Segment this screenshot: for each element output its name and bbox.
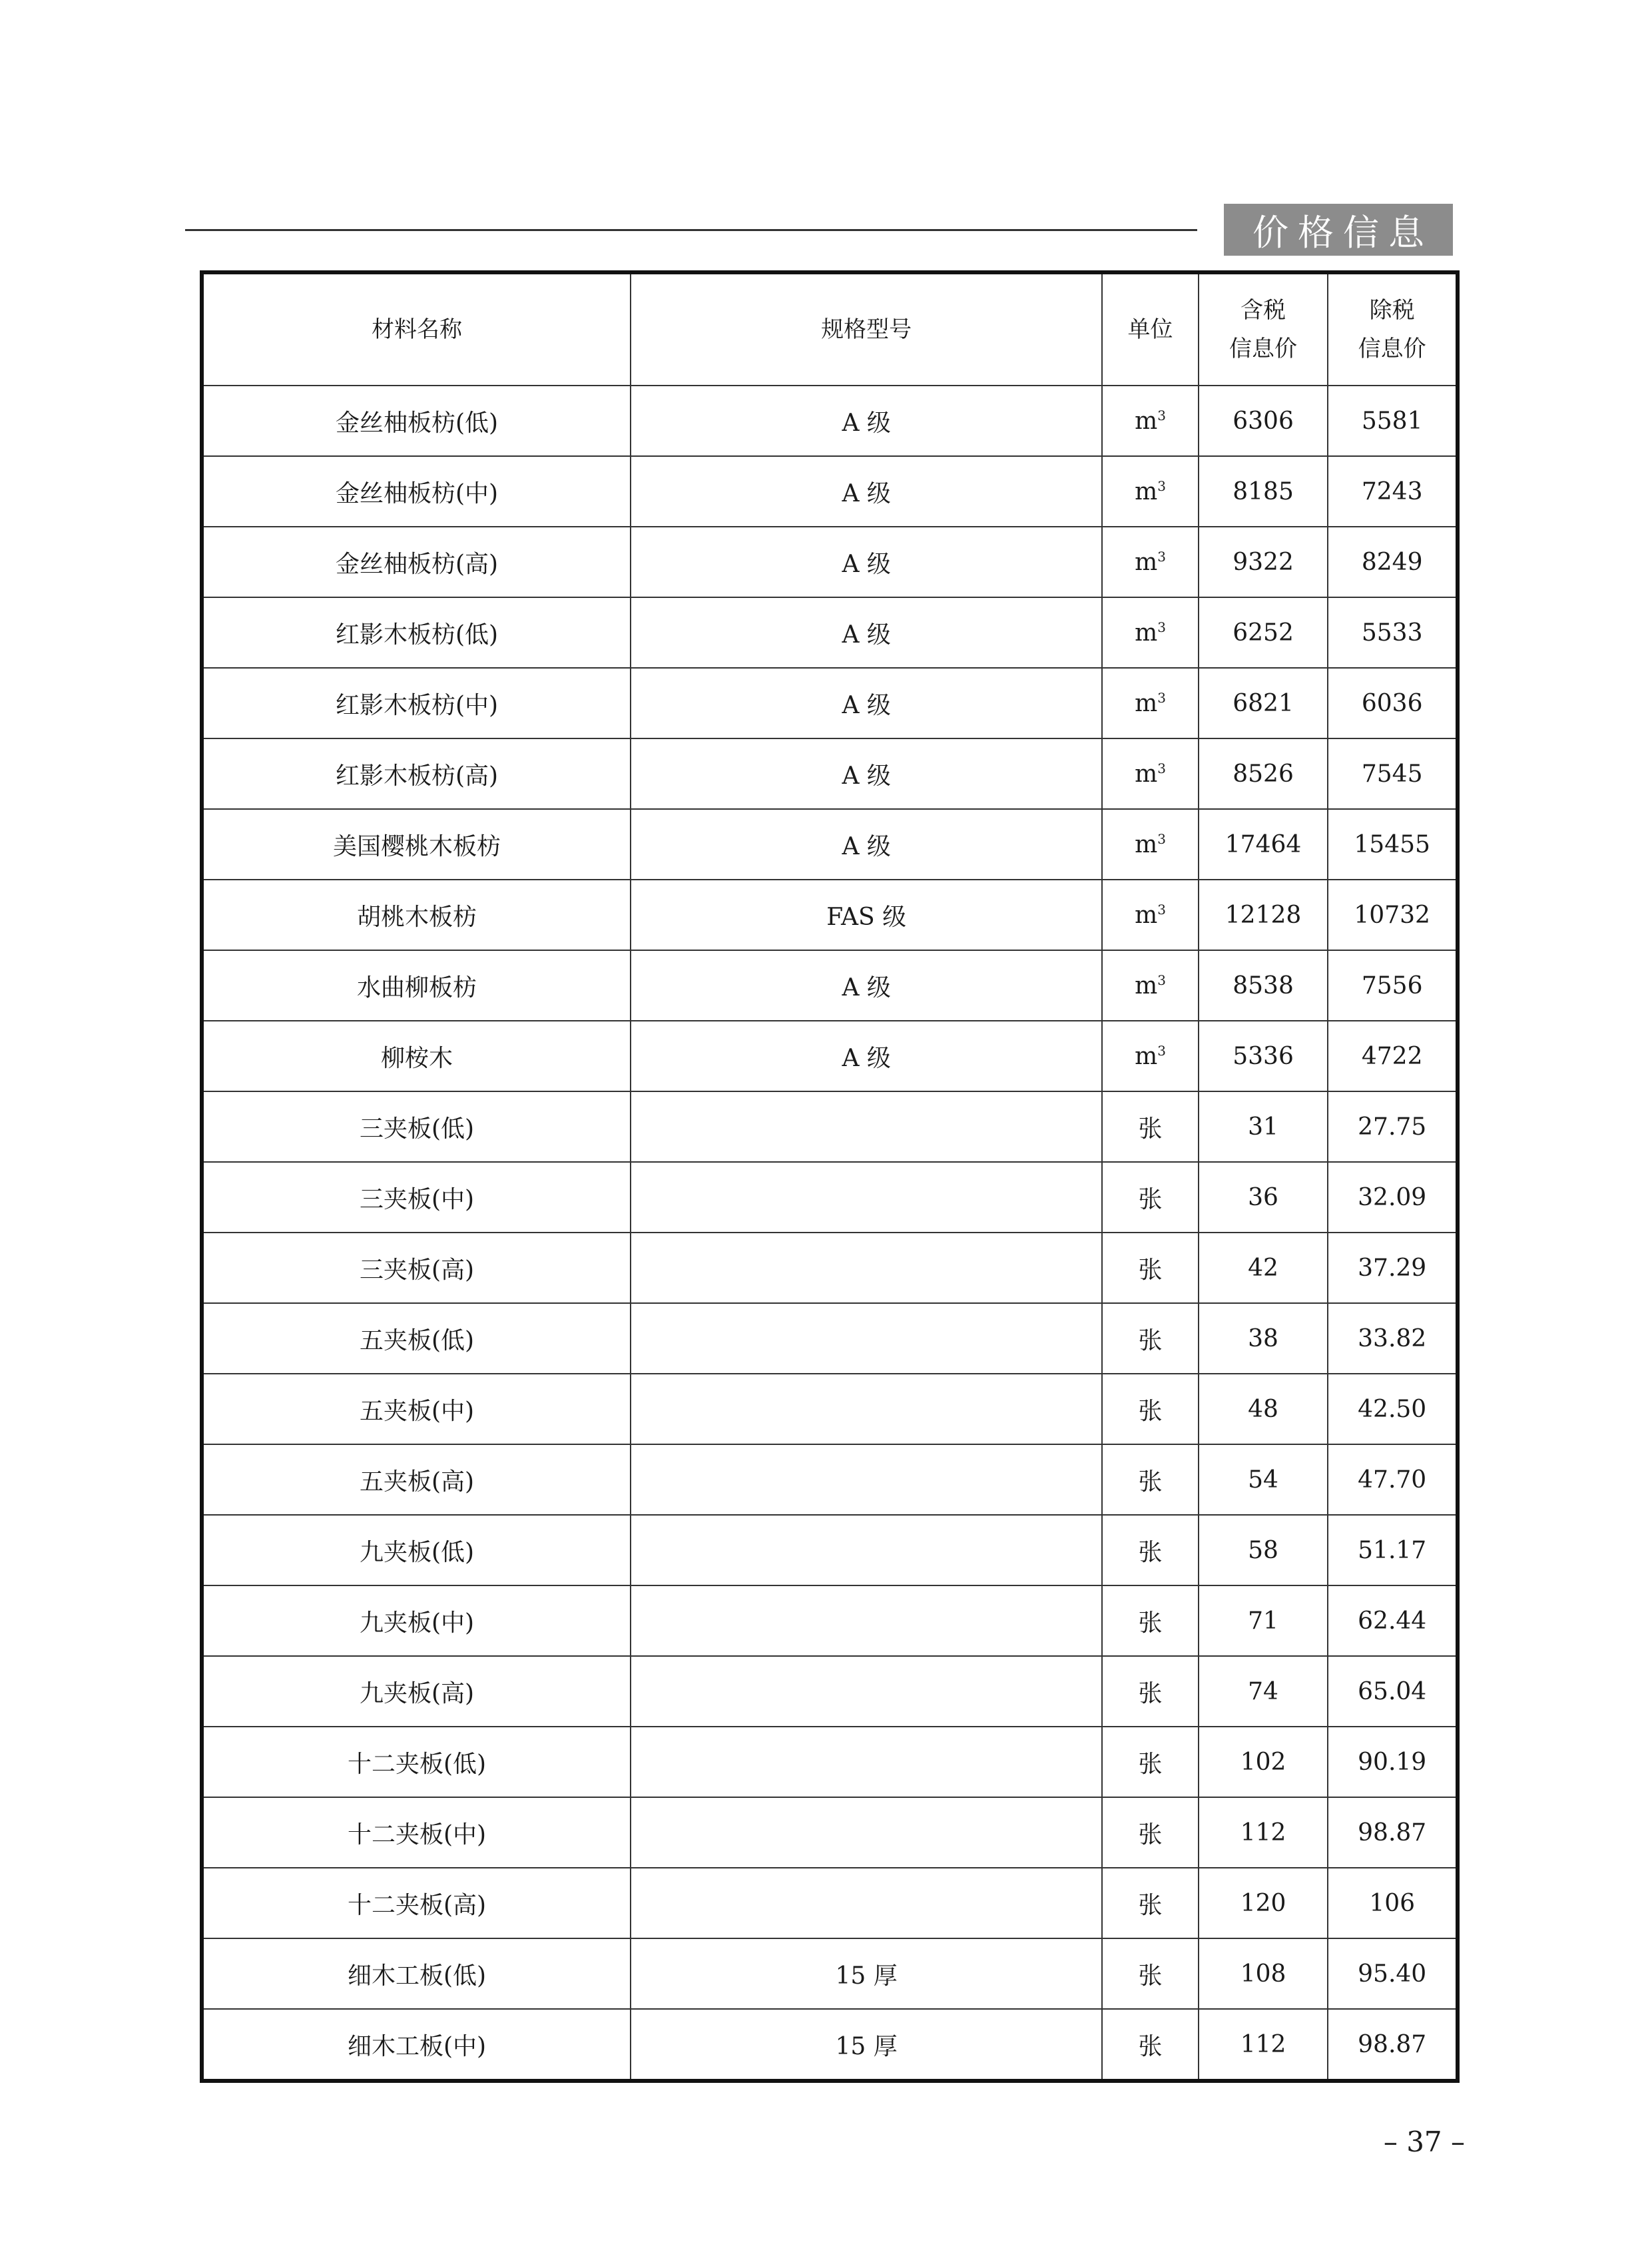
table-row [202,880,1458,950]
table-row [202,1797,1458,1868]
table-row [202,1444,1458,1515]
column-header-label-line: 信息价 [1358,336,1426,362]
cell-price-excl-tax: 51.17 [1328,1515,1458,1585]
cell-price-excl-tax: 27.75 [1328,1091,1458,1162]
cell-price-excl-tax: 5533 [1328,597,1458,668]
cell-price-incl-tax: 42 [1199,1233,1328,1303]
table-row [202,1868,1458,1938]
cell-spec-model [631,1091,1102,1162]
table-row [202,597,1458,668]
cell-unit [1102,1091,1198,1162]
cell-material-name: 九夹板(高) [202,1656,631,1727]
cell-price-incl-tax: 74 [1199,1656,1328,1727]
table-row [202,2009,1458,2081]
cell-unit [1102,597,1198,668]
cell-material-name: 十二夹板(低) [202,1727,631,1797]
cell-price-incl-tax: 5336 [1199,1021,1328,1091]
unit-superscript: 3 [1157,477,1166,494]
price-table [200,270,1460,2083]
cell-spec-model: A 级 [631,386,1102,456]
column-header-price-incl-tax [1199,272,1328,386]
cell-spec-model [631,1303,1102,1374]
cell-material-name: 三夹板(低) [202,1091,631,1162]
cell-price-incl-tax: 36 [1199,1162,1328,1233]
cell-spec-model: A 级 [631,456,1102,527]
cell-spec-model: A 级 [631,668,1102,738]
cell-price-excl-tax: 42.50 [1328,1374,1458,1444]
table-row [202,386,1458,456]
column-header-label-line: 含税 [1240,297,1286,324]
cell-spec-model [631,1585,1102,1656]
unit-text: m [1135,407,1158,435]
unit-text: m [1135,689,1158,717]
cell-price-incl-tax: 6306 [1199,386,1328,456]
column-header-label-line: 单位 [1127,316,1173,343]
cell-price-incl-tax: 112 [1199,1797,1328,1868]
cell-unit [1102,527,1198,597]
cell-price-incl-tax: 71 [1199,1585,1328,1656]
cell-material-name: 金丝柚板枋(中) [202,456,631,527]
table-row [202,456,1458,527]
column-header-unit [1102,272,1198,386]
unit-superscript: 3 [1157,407,1166,423]
unit-superscript: 3 [1157,548,1166,565]
cell-price-excl-tax: 8249 [1328,527,1458,597]
table-row [202,1162,1458,1233]
table-row [202,1727,1458,1797]
cell-price-excl-tax: 32.09 [1328,1162,1458,1233]
cell-unit [1102,2009,1198,2081]
column-header-label-line: 材料名称 [372,316,463,343]
unit-text: 张 [1138,1750,1163,1778]
table-body [202,386,1458,2081]
cell-spec-model [631,1162,1102,1233]
cell-spec-model: A 级 [631,950,1102,1021]
column-header-price-excl-tax [1328,272,1458,386]
header-rule [185,229,1197,231]
cell-price-incl-tax: 8526 [1199,738,1328,809]
cell-price-incl-tax: 31 [1199,1091,1328,1162]
cell-unit [1102,1444,1198,1515]
unit-superscript: 3 [1157,830,1166,847]
cell-unit [1102,1727,1198,1797]
table-row [202,668,1458,738]
column-header-spec-model [631,272,1102,386]
cell-price-incl-tax: 9322 [1199,527,1328,597]
cell-price-incl-tax: 48 [1199,1374,1328,1444]
cell-price-incl-tax: 54 [1199,1444,1328,1515]
cell-price-incl-tax: 108 [1199,1938,1328,2009]
unit-text: m [1135,760,1158,788]
unit-text: 张 [1138,1468,1163,1496]
cell-price-excl-tax: 62.44 [1328,1585,1458,1656]
cell-price-incl-tax: 102 [1199,1727,1328,1797]
cell-unit [1102,1303,1198,1374]
cell-unit [1102,1868,1198,1938]
cell-spec-model: 15 厚 [631,2009,1102,2081]
unit-text: 张 [1138,1679,1163,1707]
table-row [202,1656,1458,1727]
cell-price-incl-tax: 8185 [1199,456,1328,527]
unit-text: 张 [1138,1891,1163,1919]
cell-unit [1102,950,1198,1021]
cell-price-excl-tax: 7556 [1328,950,1458,1021]
cell-unit [1102,1162,1198,1233]
cell-price-excl-tax: 10732 [1328,880,1458,950]
table-row [202,1303,1458,1374]
cell-spec-model: FAS 级 [631,880,1102,950]
cell-unit [1102,809,1198,880]
cell-material-name: 胡桃木板枋 [202,880,631,950]
unit-text: 张 [1138,1821,1163,1848]
cell-price-excl-tax: 98.87 [1328,2009,1458,2081]
table-row [202,1938,1458,2009]
table-row [202,1021,1458,1091]
cell-spec-model: A 级 [631,809,1102,880]
cell-material-name: 三夹板(高) [202,1233,631,1303]
cell-material-name: 五夹板(中) [202,1374,631,1444]
cell-spec-model [631,1374,1102,1444]
cell-unit [1102,1797,1198,1868]
unit-superscript: 3 [1157,972,1166,988]
cell-price-excl-tax: 65.04 [1328,1656,1458,1727]
cell-material-name: 九夹板(低) [202,1515,631,1585]
cell-spec-model: A 级 [631,527,1102,597]
cell-material-name: 红影木板枋(低) [202,597,631,668]
unit-text: m [1135,1042,1158,1070]
cell-price-incl-tax: 58 [1199,1515,1328,1585]
section-title: 价格信息 [1224,204,1453,256]
unit-text: m [1135,477,1158,505]
cell-price-incl-tax: 17464 [1199,809,1328,880]
cell-price-excl-tax: 6036 [1328,668,1458,738]
cell-unit [1102,1374,1198,1444]
unit-text: 张 [1138,1256,1163,1284]
cell-material-name: 细木工板(中) [202,2009,631,2081]
unit-text: 张 [1138,1962,1163,1990]
unit-text: 张 [1138,1185,1163,1213]
cell-price-excl-tax: 33.82 [1328,1303,1458,1374]
unit-superscript: 3 [1157,619,1166,635]
cell-price-excl-tax: 15455 [1328,809,1458,880]
cell-spec-model: A 级 [631,1021,1102,1091]
table-row [202,738,1458,809]
cell-spec-model [631,1233,1102,1303]
unit-text: 张 [1138,1326,1163,1354]
cell-unit [1102,668,1198,738]
cell-material-name: 金丝柚板枋(高) [202,527,631,597]
cell-unit [1102,1938,1198,2009]
cell-spec-model: A 级 [631,597,1102,668]
cell-spec-model [631,1656,1102,1727]
unit-text: m [1135,901,1158,929]
cell-spec-model [631,1868,1102,1938]
cell-unit [1102,1021,1198,1091]
cell-material-name: 三夹板(中) [202,1162,631,1233]
cell-price-excl-tax: 5581 [1328,386,1458,456]
cell-material-name: 十二夹板(中) [202,1797,631,1868]
unit-text: m [1135,619,1158,647]
table-row [202,1515,1458,1585]
cell-unit [1102,1656,1198,1727]
unit-text: m [1135,830,1158,858]
cell-price-incl-tax: 6821 [1199,668,1328,738]
cell-material-name: 十二夹板(高) [202,1868,631,1938]
cell-price-incl-tax: 6252 [1199,597,1328,668]
cell-material-name: 细木工板(低) [202,1938,631,2009]
cell-material-name: 水曲柳板枋 [202,950,631,1021]
unit-text: 张 [1138,2032,1163,2060]
cell-spec-model [631,1797,1102,1868]
table-row [202,809,1458,880]
cell-price-excl-tax: 7243 [1328,456,1458,527]
unit-superscript: 3 [1157,760,1166,776]
table-header-row [202,272,1458,386]
table-row [202,1585,1458,1656]
cell-material-name: 红影木板枋(中) [202,668,631,738]
cell-material-name: 金丝柚板枋(低) [202,386,631,456]
cell-unit [1102,1233,1198,1303]
cell-material-name: 美国樱桃木板枋 [202,809,631,880]
cell-spec-model [631,1515,1102,1585]
cell-price-excl-tax: 95.40 [1328,1938,1458,2009]
cell-price-incl-tax: 8538 [1199,950,1328,1021]
unit-superscript: 3 [1157,901,1166,918]
cell-unit [1102,386,1198,456]
column-header-label-line: 规格型号 [821,316,912,343]
cell-spec-model: 15 厚 [631,1938,1102,2009]
unit-superscript: 3 [1157,689,1166,706]
cell-spec-model [631,1444,1102,1515]
cell-material-name: 五夹板(低) [202,1303,631,1374]
cell-price-excl-tax: 7545 [1328,738,1458,809]
cell-material-name: 五夹板(高) [202,1444,631,1515]
cell-price-excl-tax: 90.19 [1328,1727,1458,1797]
cell-unit [1102,1585,1198,1656]
unit-superscript: 3 [1157,1042,1166,1059]
unit-text: 张 [1138,1538,1163,1566]
cell-material-name: 柳桉木 [202,1021,631,1091]
unit-text: m [1135,972,1158,999]
column-header-label-line: 除税 [1369,297,1415,324]
table-row [202,950,1458,1021]
column-header-material-name [202,272,631,386]
page-number: – 37 – [1383,2125,1465,2158]
cell-price-incl-tax: 38 [1199,1303,1328,1374]
cell-material-name: 红影木板枋(高) [202,738,631,809]
cell-spec-model [631,1727,1102,1797]
cell-price-excl-tax: 4722 [1328,1021,1458,1091]
cell-price-incl-tax: 112 [1199,2009,1328,2081]
cell-price-incl-tax: 12128 [1199,880,1328,950]
column-header-label-line: 信息价 [1229,336,1298,362]
cell-price-incl-tax: 120 [1199,1868,1328,1938]
cell-price-excl-tax: 98.87 [1328,1797,1458,1868]
table-row [202,527,1458,597]
unit-text: m [1135,548,1158,576]
cell-unit [1102,738,1198,809]
unit-text: 张 [1138,1397,1163,1425]
unit-text: 张 [1138,1115,1163,1143]
cell-material-name: 九夹板(中) [202,1585,631,1656]
cell-spec-model: A 级 [631,738,1102,809]
cell-unit [1102,1515,1198,1585]
table-row [202,1233,1458,1303]
table-row [202,1091,1458,1162]
cell-unit [1102,456,1198,527]
unit-text: 张 [1138,1609,1163,1637]
table-row [202,1374,1458,1444]
cell-price-excl-tax: 37.29 [1328,1233,1458,1303]
cell-unit [1102,880,1198,950]
cell-price-excl-tax: 47.70 [1328,1444,1458,1515]
cell-price-excl-tax: 106 [1328,1868,1458,1938]
